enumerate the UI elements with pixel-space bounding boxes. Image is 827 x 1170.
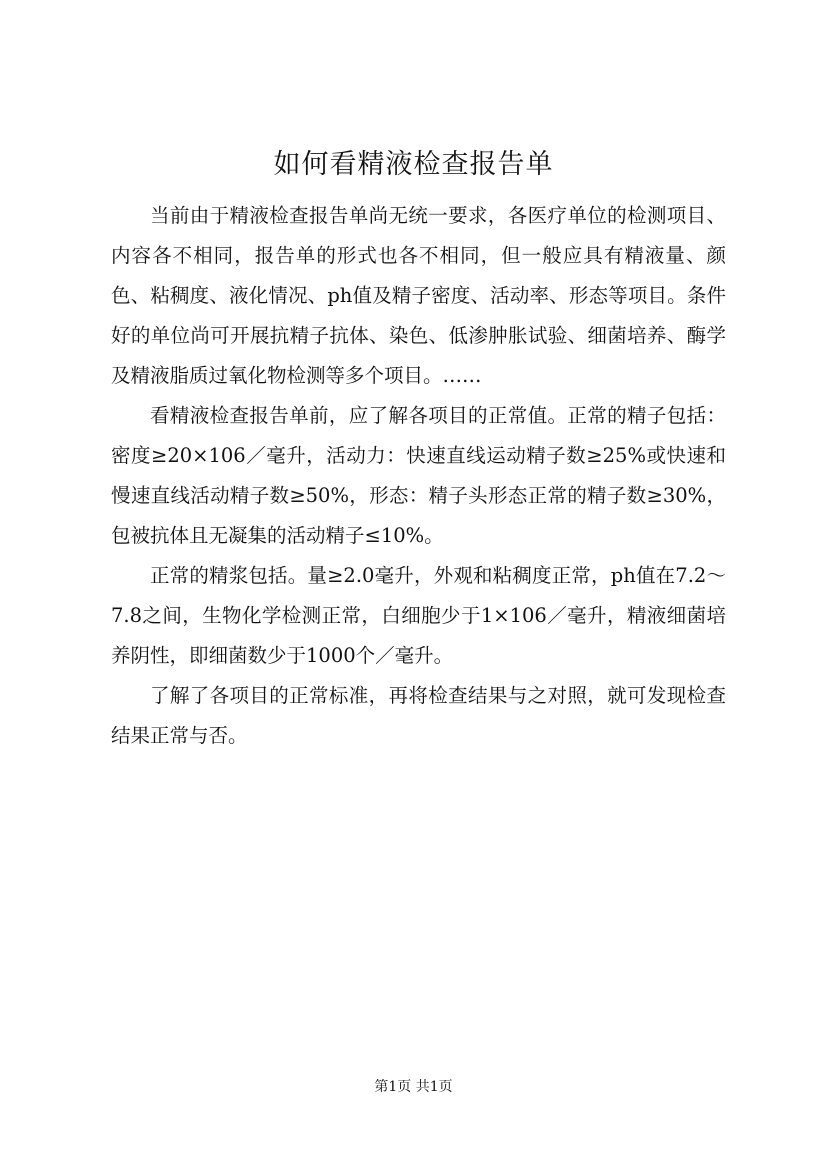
paragraph-2: 看精液检查报告单前，应了解各项目的正常值。正常的精子包括：密度≥20×106／毫升，活动力：快速直线运动精子数≥25%或快速和慢速直线活动精子数≥50%，形态：精子头形态正常的精子数≥30%，包被抗体且无凝集的活动精子≤10%。 [111,404,726,547]
paragraph-1: 当前由于精液检查报告单尚无统一要求，各医疗单位的检测项目、内容各不相同，报告单的形式也各不相同，但一般应具有精液量、颜色、粘稠度、液化情况、ph值及精子密度、活动率、形态等项目。条件好的单位尚可开展抗精子抗体、染色、低渗肿胀试验、细菌培养、酶学及精液脂质过氧化物检测等多个项目。…… [111,204,726,387]
paragraph-3: 正常的精浆包括。量≥2.0毫升，外观和粘稠度正常，ph值在7.2～7.8之间，生物化学检测正常，白细胞少于1×106／毫升，精液细菌培养阴性，即细菌数少于1000个／毫升。 [111,564,726,667]
page-footer: 第1页 共1页 [374,1079,453,1095]
document-title: 如何看精液检查报告单 [273,149,554,180]
paragraph-4: 了解了各项目的正常标准，再将检查结果与之对照，就可发现检查结果正常与否。 [111,684,726,747]
document-body [111,196,726,756]
